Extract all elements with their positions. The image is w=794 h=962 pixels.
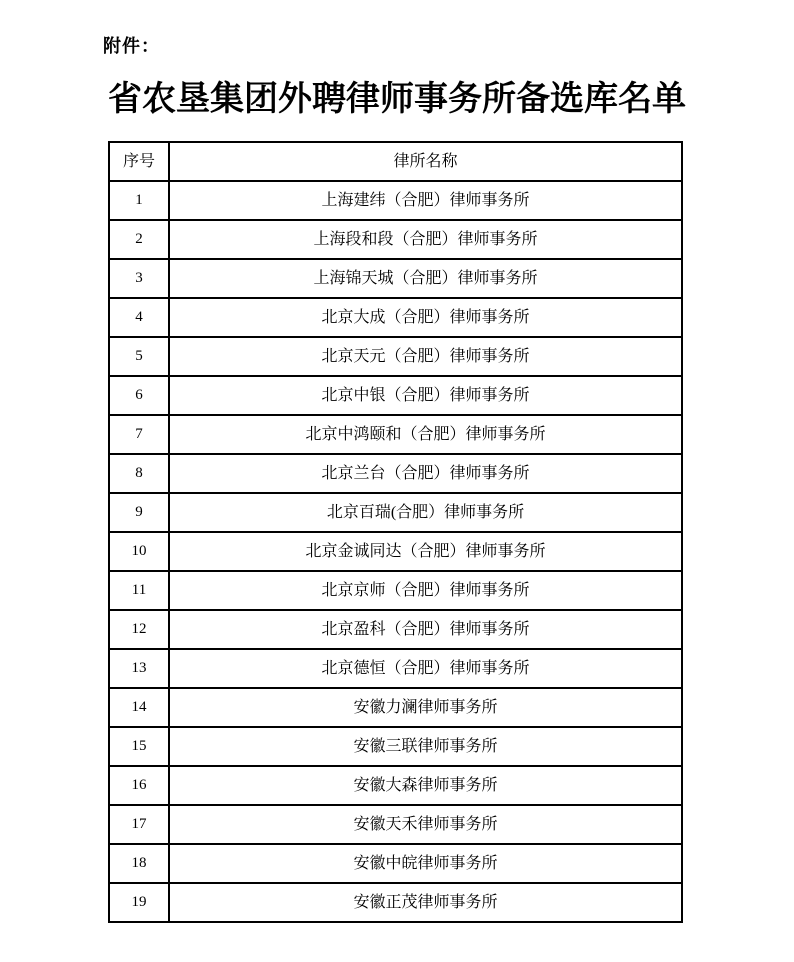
table-row [109,493,682,532]
table-row [109,415,682,454]
row-number-cell: 6 [109,376,169,415]
table-row [109,805,682,844]
firm-name-cell: 安徽力澜律师事务所 [169,688,682,727]
column-header-firm-name: 律所名称 [169,142,682,181]
row-number-cell: 8 [109,454,169,493]
table-row [109,532,682,571]
firm-name-cell: 安徽三联律师事务所 [169,727,682,766]
row-number-cell: 5 [109,337,169,376]
row-number-cell: 9 [109,493,169,532]
firm-name-cell: 北京京师（合肥）律师事务所 [169,571,682,610]
row-number-cell: 4 [109,298,169,337]
firm-name-cell: 北京大成（合肥）律师事务所 [169,298,682,337]
column-header-number: 序号 [109,142,169,181]
table-row [109,844,682,883]
table-row [109,883,682,922]
table-row [109,259,682,298]
row-number-cell: 14 [109,688,169,727]
row-number-cell: 10 [109,532,169,571]
table-row [109,571,682,610]
row-number-cell: 15 [109,727,169,766]
firm-name-cell: 上海建纬（合肥）律师事务所 [169,181,682,220]
firm-name-cell: 安徽中皖律师事务所 [169,844,682,883]
firm-name-cell: 北京百瑞(合肥）律师事务所 [169,493,682,532]
row-number-cell: 18 [109,844,169,883]
firm-name-cell: 上海锦天城（合肥）律师事务所 [169,259,682,298]
row-number-cell: 3 [109,259,169,298]
table-body [109,181,682,922]
table-row [109,688,682,727]
firm-name-cell: 北京金诚同达（合肥）律师事务所 [169,532,682,571]
table-row [109,220,682,259]
row-number-cell: 16 [109,766,169,805]
row-number-cell: 11 [109,571,169,610]
attachment-label: 附件： [103,36,160,56]
firm-name-cell: 北京天元（合肥）律师事务所 [169,337,682,376]
firm-name-cell: 北京德恒（合肥）律师事务所 [169,649,682,688]
row-number-cell: 13 [109,649,169,688]
row-number-cell: 2 [109,220,169,259]
firm-name-cell: 上海段和段（合肥）律师事务所 [169,220,682,259]
firm-name-cell: 北京中银（合肥）律师事务所 [169,376,682,415]
row-number-cell: 12 [109,610,169,649]
table-header-row [109,142,682,181]
firm-name-cell: 安徽正茂律师事务所 [169,883,682,922]
table-row [109,181,682,220]
page-title: 省农垦集团外聘律师事务所备选库名单 [108,81,686,118]
table-row [109,337,682,376]
law-firm-table [108,141,683,923]
firm-name-cell: 北京中鸿颐和（合肥）律师事务所 [169,415,682,454]
firm-name-cell: 安徽大森律师事务所 [169,766,682,805]
row-number-cell: 1 [109,181,169,220]
firm-name-cell: 北京兰台（合肥）律师事务所 [169,454,682,493]
table-row [109,727,682,766]
table-row [109,454,682,493]
firm-name-cell: 北京盈科（合肥）律师事务所 [169,610,682,649]
row-number-cell: 7 [109,415,169,454]
table-row [109,376,682,415]
table-row [109,649,682,688]
table-row [109,298,682,337]
row-number-cell: 17 [109,805,169,844]
firm-name-cell: 安徽天禾律师事务所 [169,805,682,844]
table-row [109,610,682,649]
row-number-cell: 19 [109,883,169,922]
table-row [109,766,682,805]
